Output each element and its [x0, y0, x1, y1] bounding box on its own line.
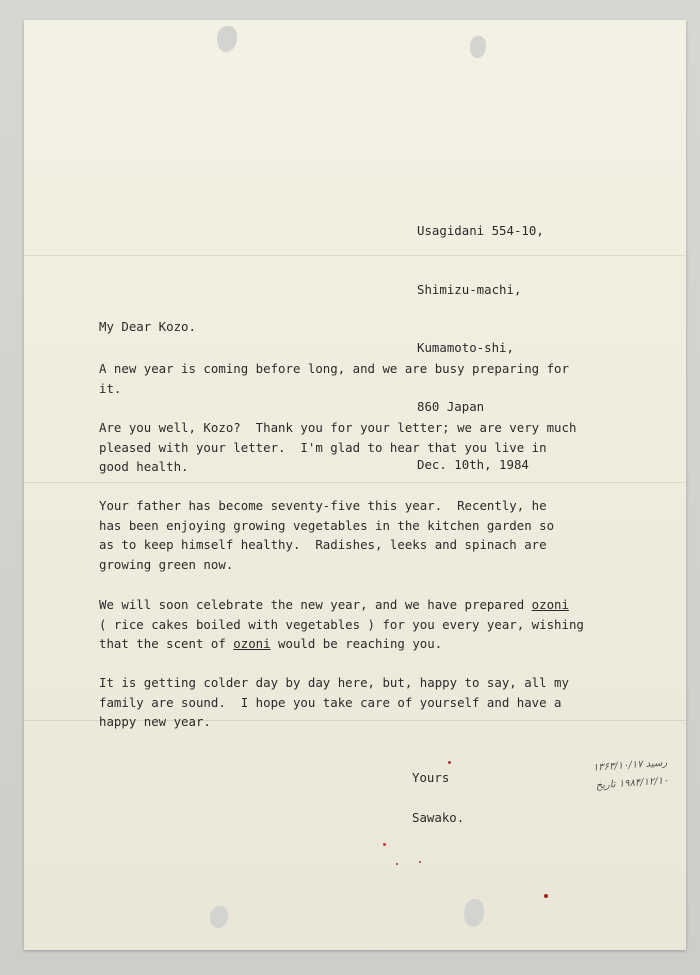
paragraph — [99, 496, 554, 574]
annotation-line: ۱۹۸۴/۱۲/۱۰ تاریخ — [595, 775, 669, 792]
torn-hole — [464, 899, 484, 927]
salutation: My Dear Kozo. — [99, 319, 196, 334]
handwritten-annotation — [507, 754, 669, 801]
text-line: Are you well, Kozo? Thank you for your letter; we are very much — [99, 420, 577, 435]
ink-speck — [396, 863, 398, 865]
text-line: pleased with your letter. I'm glad to hear that you live in — [99, 439, 547, 455]
torn-hole — [210, 906, 228, 928]
text-line: good health. — [99, 459, 189, 474]
annotation-line: رسید ۱۳۶۳/۱۰/۱۷ — [592, 757, 668, 774]
ink-speck — [419, 861, 421, 863]
letter-page — [24, 20, 686, 950]
torn-hole — [470, 36, 486, 58]
text-line: has been enjoying growing vegetables in the kitchen garden so — [99, 517, 555, 533]
text-segment: We will soon celebrate the new year, and we have prepared — [99, 597, 532, 612]
text-line: It is getting colder day by day here, but, happy to say, all my — [99, 675, 569, 690]
ink-speck — [448, 761, 451, 764]
ink-speck — [383, 843, 386, 846]
address-line: 860 Japan — [417, 398, 485, 414]
text-line: as to keep himself healthy. Radishes, leeks and spinach are — [99, 537, 547, 552]
fold-line — [24, 482, 686, 483]
fold-line — [24, 255, 686, 256]
text-segment: would be reaching you. — [270, 636, 443, 651]
closing: Yours — [412, 770, 450, 785]
text-line: family are sound. I hope you take care of yourself and have a — [99, 694, 562, 710]
letter-date: Dec. 10th, 1984 — [417, 457, 529, 472]
ink-speck — [544, 894, 548, 898]
text-line — [99, 595, 584, 615]
text-line: happy new year. — [99, 714, 211, 729]
torn-hole — [217, 26, 237, 52]
paragraph — [99, 673, 569, 732]
text-line: ( rice cakes boiled with vegetables ) for you every year, wishing — [99, 616, 584, 632]
address-line: Shimizu-machi, — [417, 281, 522, 297]
underlined-word: ozoni — [531, 597, 569, 612]
text-segment: that the scent of — [99, 636, 234, 651]
paragraph — [99, 418, 576, 477]
underlined-word: ozoni — [233, 636, 271, 651]
paragraph — [99, 359, 569, 398]
paragraph — [99, 595, 584, 654]
address-line: Kumamoto-shi, — [417, 340, 514, 355]
address-line: Usagidani 554-10, — [417, 223, 544, 238]
text-line: growing green now. — [99, 556, 234, 572]
text-line: it. — [99, 380, 122, 396]
signature: Sawako. — [412, 810, 465, 825]
text-line: Your father has become seventy-five this year. Recently, he — [99, 498, 547, 513]
text-line — [99, 634, 584, 654]
text-line: A new year is coming before long, and we are busy preparing for — [99, 361, 569, 376]
